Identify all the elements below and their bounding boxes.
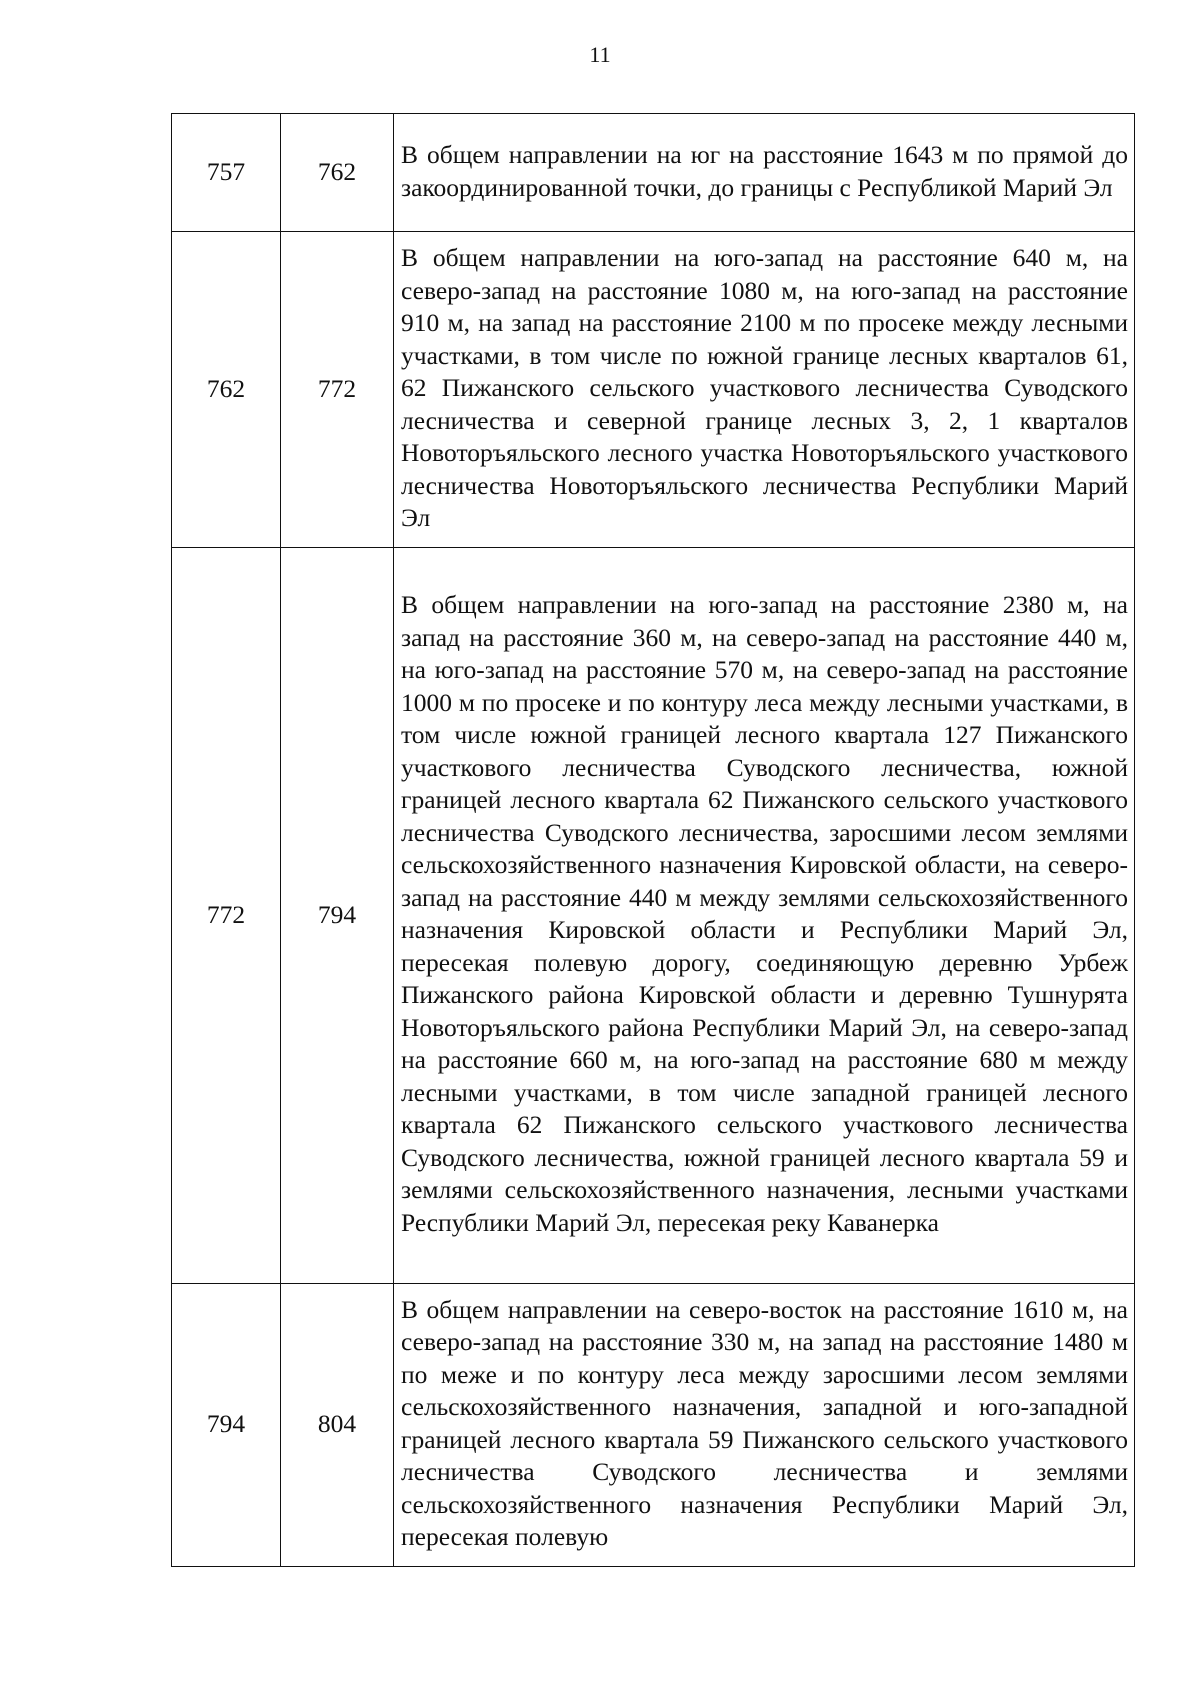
to-point-cell: 804 — [281, 1283, 394, 1566]
description-cell — [394, 232, 1135, 548]
page-number: 11 — [589, 42, 611, 67]
description-text: В общем направлении на юго-запад на расстояние 640 м, на северо-запад на расстояние 1080 м, на юго-запад на расстояние 910 м, на запад на расстояние 2100 м по просеке между лесными участками, в том числе по южной границе лесных кварталов 61, 62 Пижанского сельского участкового лесничества Суводского лесничества и северной границе лесных 3, 2, 1 кварталов Новоторъяльского лесного участка Новоторъяльского участкового лесничества Новоторъяльского лесничества Республики Марий Эл — [401, 243, 1128, 532]
to-point-cell: 794 — [281, 547, 394, 1283]
description-cell — [394, 114, 1135, 232]
table-row — [172, 1283, 1135, 1566]
boundary-description-table — [171, 113, 1135, 1567]
table-row — [172, 114, 1135, 232]
description-text: В общем направлении на юг на расстояние 1643 м по прямой до закоординированной точки, до границы с Республикой Марий Эл — [401, 140, 1128, 202]
from-point-cell: 762 — [172, 232, 281, 548]
description-text: В общем направлении на юго-запад на расстояние 2380 м, на запад на расстояние 360 м, на северо-запад на расстояние 440 м, на юго-запад на расстояние 570 м, на северо-запад на расстояние 1000 м по просеке и по контуру леса между лесными участками, в том числе южной границей лесного квартала 127 Пижанского участкового лесничества Суводского лесничества, южной границей лесного квартала 62 Пижанского сельского участкового лесничества Суводского лесничества, заросшими лесом землями сельскохозяйственного назначения Кировской области, на северо-запад на расстояние 440 м между землями сельскохозяйственного назначения Кировской области и Республики Марий Эл, пересекая полевую дорогу, соединяющую деревню Урбеж Пижанского района Кировской области и деревню Тушнурята Новоторъяльского района Республики Марий Эл, на северо-запад на расстояние 660 м, на юго-запад на расстояние 680 м между лесными участками, в том числе западной границей лесного квартала 62 Пижанского сельского участкового лесничества Суводского лесничества, южной границей лесного квартала 59 и землями сельскохозяйственного назначения, лесными участками Республики Марий Эл, пересекая реку Каванерка — [401, 590, 1128, 1237]
to-point-cell: 772 — [281, 232, 394, 548]
from-point-cell: 757 — [172, 114, 281, 232]
to-point-cell: 762 — [281, 114, 394, 232]
from-point-cell: 772 — [172, 547, 281, 1283]
description-cell — [394, 547, 1135, 1283]
from-point-cell: 794 — [172, 1283, 281, 1566]
description-cell — [394, 1283, 1135, 1566]
table-row — [172, 232, 1135, 548]
description-text: В общем направлении на северо-восток на расстояние 1610 м, на северо-запад на расстояние 330 м, на запад на расстояние 1480 м по меже и по контуру леса между заросшими лесом землями сельскохозяйственного назначения, западной и юго-западной границей лесного квартала 59 Пижанского сельского участкового лесничества Суводского лесничества и землями сельскохозяйственного назначения Республики Марий Эл, пересекая полевую — [401, 1294, 1128, 1551]
table-row — [172, 547, 1135, 1283]
